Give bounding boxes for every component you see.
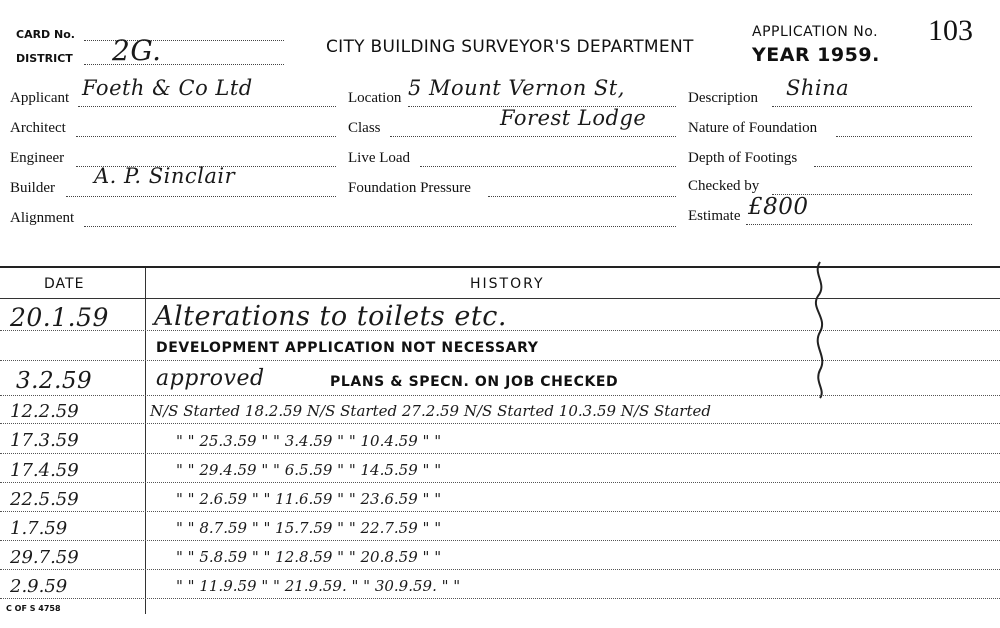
district-value: 2G. xyxy=(112,34,162,67)
location-label: Location xyxy=(348,90,402,106)
table-row-history: " " 8.7.59 " " 15.7.59 " " 22.7.59 " " xyxy=(176,519,442,537)
table-column-divider xyxy=(145,268,146,614)
district-line xyxy=(84,64,284,65)
nature-of-foundation-line xyxy=(836,136,972,137)
table-row-date: 2.9.59 xyxy=(10,576,68,597)
card-no-label: CARD No. xyxy=(16,28,75,41)
table-row-date: 20.1.59 xyxy=(10,303,109,332)
table-row-history: " " 25.3.59 " " 3.4.59 " " 10.4.59 " " xyxy=(176,432,442,450)
description-value: Shina xyxy=(786,76,850,100)
description-label: Description xyxy=(688,90,758,106)
depth-of-footings-line xyxy=(814,166,972,167)
department-title: CITY BUILDING SURVEYOR'S DEPARTMENT xyxy=(326,37,694,57)
row-line xyxy=(0,360,1000,361)
application-no-value: 103 xyxy=(928,14,973,47)
class-line xyxy=(390,136,676,137)
row-line xyxy=(0,569,1000,570)
live-load-label: Live Load xyxy=(348,150,411,166)
table-row-date: 29.7.59 xyxy=(10,547,79,568)
history-header: HISTORY xyxy=(470,276,545,292)
table-row-history: Alterations to toilets etc. xyxy=(154,301,507,332)
table-row-history: " " 11.9.59 " " 21.9.59. " " 30.9.59. " " xyxy=(176,577,461,595)
estimate-line xyxy=(746,224,972,225)
table-row-history: approved xyxy=(156,366,265,391)
table-row-history: N/S Started 18.2.59 N/S Started 27.2.59 N/S Started 10.3.59 N/S Started xyxy=(150,402,711,420)
district-label: DISTRICT xyxy=(16,52,73,65)
row-line xyxy=(0,482,1000,483)
foundation-pressure-label: Foundation Pressure xyxy=(348,180,471,196)
applicant-line xyxy=(78,106,336,107)
application-no-label: APPLICATION No. xyxy=(752,24,879,40)
year-label: YEAR 1959. xyxy=(752,44,880,66)
engineer-label: Engineer xyxy=(10,150,65,166)
table-header-rule xyxy=(0,298,1000,299)
table-row-date: 3.2.59 xyxy=(16,368,93,394)
margin-squiggle xyxy=(808,260,832,400)
table-row-date: 17.3.59 xyxy=(10,430,79,451)
table-row-history: " " 5.8.59 " " 12.8.59 " " 20.8.59 " " xyxy=(176,548,442,566)
date-header: DATE xyxy=(44,276,85,292)
applicant-value: Foeth & Co Ltd xyxy=(82,76,253,100)
table-row-date: 17.4.59 xyxy=(10,460,79,481)
location-value: 5 Mount Vernon St, xyxy=(408,76,625,100)
row-line xyxy=(0,423,1000,424)
class-value: Forest Lodge xyxy=(500,106,647,130)
row-line xyxy=(0,540,1000,541)
alignment-line xyxy=(84,226,676,227)
live-load-line xyxy=(420,166,676,167)
table-row-history: DEVELOPMENT APPLICATION NOT NECESSARY xyxy=(156,340,539,356)
class-label: Class xyxy=(348,120,381,136)
architect-label: Architect xyxy=(10,120,66,136)
plans-checked-stamp: PLANS & SPECN. ON JOB CHECKED xyxy=(330,374,619,390)
form-code: C OF S 4758 xyxy=(6,604,61,613)
builder-line xyxy=(66,196,336,197)
table-row-date: 1.7.59 xyxy=(10,518,68,539)
estimate-label: Estimate xyxy=(688,208,741,224)
row-line xyxy=(0,598,1000,599)
architect-line xyxy=(76,136,336,137)
table-row-history: " " 2.6.59 " " 11.6.59 " " 23.6.59 " " xyxy=(176,490,442,508)
table-row-date: 12.2.59 xyxy=(10,401,79,422)
estimate-value: £800 xyxy=(748,194,809,220)
checked-by-label: Checked by xyxy=(688,178,760,194)
table-top-rule xyxy=(0,266,1000,268)
table-row-date: 22.5.59 xyxy=(10,489,79,510)
depth-of-footings-label: Depth of Footings xyxy=(688,150,798,166)
builder-value: A. P. Sinclair xyxy=(94,164,236,188)
builder-label: Builder xyxy=(10,180,55,196)
row-line xyxy=(0,453,1000,454)
applicant-label: Applicant xyxy=(10,90,70,106)
description-line xyxy=(772,106,972,107)
row-line xyxy=(0,395,1000,396)
alignment-label: Alignment xyxy=(10,210,75,226)
foundation-pressure-line xyxy=(488,196,676,197)
nature-of-foundation-label: Nature of Foundation xyxy=(688,120,818,136)
table-row-history: " " 29.4.59 " " 6.5.59 " " 14.5.59 " " xyxy=(176,461,442,479)
row-line xyxy=(0,511,1000,512)
